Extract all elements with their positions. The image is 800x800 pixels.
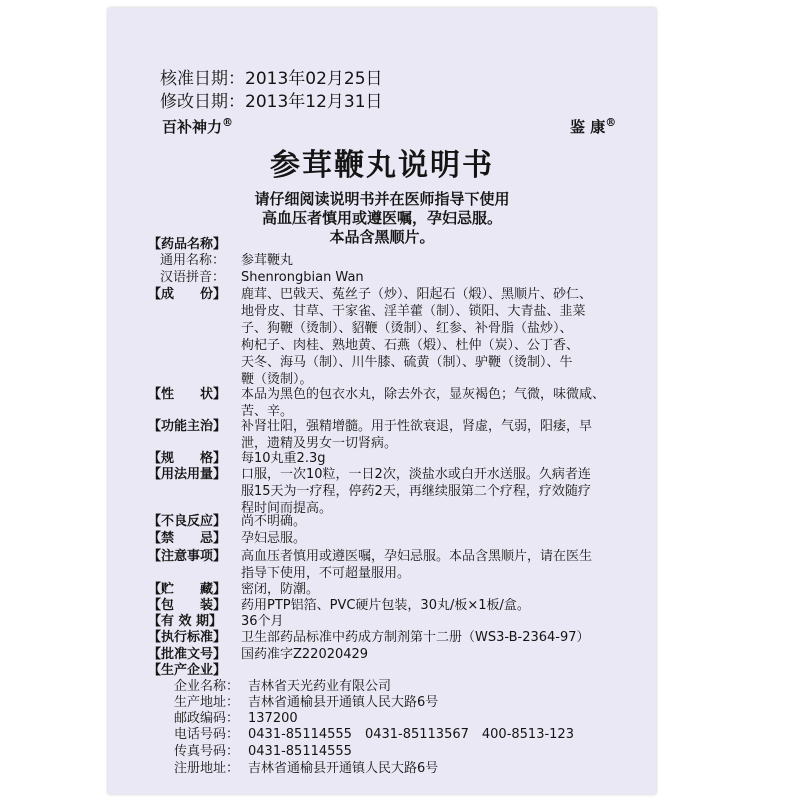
ingredients-text xyxy=(241,286,592,388)
indications-text xyxy=(241,418,592,452)
ingredients-line: 子、狗鞭（烫制）、貂鞭（烫制）、红参、补骨脂（盐炒）、 xyxy=(241,321,573,336)
contraindications-value: 孕妇忌服。 xyxy=(241,531,307,546)
production-address-label: 生产地址： xyxy=(174,695,240,710)
notice-line-3: 本品含黑顺片。 xyxy=(329,228,435,246)
common-name-value: 参茸鞭丸 xyxy=(241,253,294,268)
notice-line-1: 请仔细阅读说明书并在医师指导下使用 xyxy=(254,190,510,208)
specification-value: 每10丸重2.3g xyxy=(241,451,326,466)
revision-date: 修改日期：2013年12月31日 xyxy=(160,92,383,112)
phone-label: 电话号码： xyxy=(174,727,240,742)
approval-date: 核准日期：2013年02月25日 xyxy=(160,69,383,89)
storage-label: 【贮 藏】 xyxy=(148,582,227,597)
validity-label: 【有 效 期】 xyxy=(148,614,223,629)
precautions-line: 指导下使用，不可超量服用。 xyxy=(241,566,411,581)
brand-logo-right xyxy=(570,116,616,137)
registered-address-value: 吉林省通榆县开通镇人民大路6号 xyxy=(248,761,439,776)
indications-line: 补肾壮阳，强精增髓。用于性欲衰退，肾虚，气弱，阳痿，早 xyxy=(241,419,593,434)
dosage-line: 口服，一次10粒，一日2次，淡盐水或白开水送服。久病者连 xyxy=(241,467,591,482)
dosage-line: 程时间而提高。 xyxy=(241,501,333,516)
fax-label: 传真号码： xyxy=(174,744,240,759)
section-drug-name: 【药品名称】 xyxy=(148,237,227,252)
document-title: 参茸鞭丸说明书 xyxy=(270,148,494,183)
approval-value: 国药准字Z22020429 xyxy=(241,647,369,662)
indications-label: 【功能主治】 xyxy=(148,419,227,434)
character-label: 【性 状】 xyxy=(148,387,227,402)
dosage-label: 【用法用量】 xyxy=(148,467,227,482)
precautions-text xyxy=(241,548,592,582)
precautions-label: 【注意事项】 xyxy=(148,549,227,564)
brand-left-text: 百补神力 xyxy=(162,118,223,136)
package-value: 药用PTP铝箔、PVC硬片包装，30丸/板×1板/盒。 xyxy=(241,598,530,613)
section-manufacturer: 【生产企业】 xyxy=(148,663,227,678)
ingredients-line: 鹿茸、巴戟天、菟丝子（炒）、阳起石（煅）、黑顺片、砂仁、 xyxy=(241,287,593,302)
phone-value: 0431-85114555 0431-85113567 400-8513-123 xyxy=(248,727,574,742)
adverse-label: 【不良反应】 xyxy=(148,514,227,529)
postal-code-value: 137200 xyxy=(248,711,298,726)
adverse-value: 尚不明确。 xyxy=(241,514,307,529)
approval-label: 【批准文号】 xyxy=(148,647,227,662)
registered-mark-right: ® xyxy=(605,116,617,129)
pinyin-value: Shenrongbian Wan xyxy=(241,270,364,285)
common-name-label: 通用名称： xyxy=(160,253,226,268)
dosage-text xyxy=(241,466,591,517)
character-line: 苦、辛。 xyxy=(241,404,294,419)
dosage-line: 服15天为一疗程，停药2天，再继续服第二个疗程，疗效随疗 xyxy=(241,484,591,499)
contraindications-label: 【禁 忌】 xyxy=(148,531,227,546)
pinyin-label: 汉语拼音： xyxy=(160,270,226,285)
production-address-value: 吉林省通榆县开通镇人民大路6号 xyxy=(248,695,439,710)
company-name-label: 企业名称： xyxy=(174,679,240,694)
validity-value: 36个月 xyxy=(241,614,284,629)
instruction-sheet xyxy=(108,8,656,794)
precautions-line: 高血压者慎用或遵医嘱，孕妇忌服。本品含黑顺片，请在医生 xyxy=(241,549,593,564)
character-text xyxy=(241,386,605,420)
company-name-value: 吉林省天光药业有限公司 xyxy=(248,679,392,694)
ingredients-line: 鞭（烫制）。 xyxy=(241,372,313,387)
package-label: 【包 装】 xyxy=(148,598,227,613)
registered-mark-left: ® xyxy=(222,116,234,129)
postal-code-label: 邮政编码： xyxy=(174,711,240,726)
ingredients-line: 地骨皮、甘草、干家雀、淫羊藿（制）、锁阳、大青盐、韭菜 xyxy=(241,304,586,319)
brand-right-text: 鉴 康 xyxy=(570,118,606,136)
specification-label: 【规 格】 xyxy=(148,451,227,466)
ingredients-label: 【成 份】 xyxy=(148,287,227,302)
ingredients-line: 枸杞子、肉桂、熟地黄、石燕（煅）、杜仲（炭）、公丁香、 xyxy=(241,338,580,353)
standard-value: 卫生部药品标准中药成方制剂第十二册（WS3-B-2364-97） xyxy=(241,630,590,645)
registered-address-label: 注册地址： xyxy=(174,761,240,776)
brand-logo-left xyxy=(162,116,233,137)
character-line: 本品为黑色的包衣水丸，除去外衣，显灰褐色；气微，味微咸、 xyxy=(241,387,606,402)
notice-line-2: 高血压者慎用或遵医嘱，孕妇忌服。 xyxy=(261,209,502,227)
storage-value: 密闭，防潮。 xyxy=(241,582,320,597)
fax-value: 0431-85114555 xyxy=(248,744,352,759)
indications-line: 泄，遗精及男女一切肾病。 xyxy=(241,436,398,451)
ingredients-line: 天冬、海马（制）、川牛膝、硫黄（制）、驴鞭（烫制）、牛 xyxy=(241,355,573,370)
standard-label: 【执行标准】 xyxy=(148,630,227,645)
